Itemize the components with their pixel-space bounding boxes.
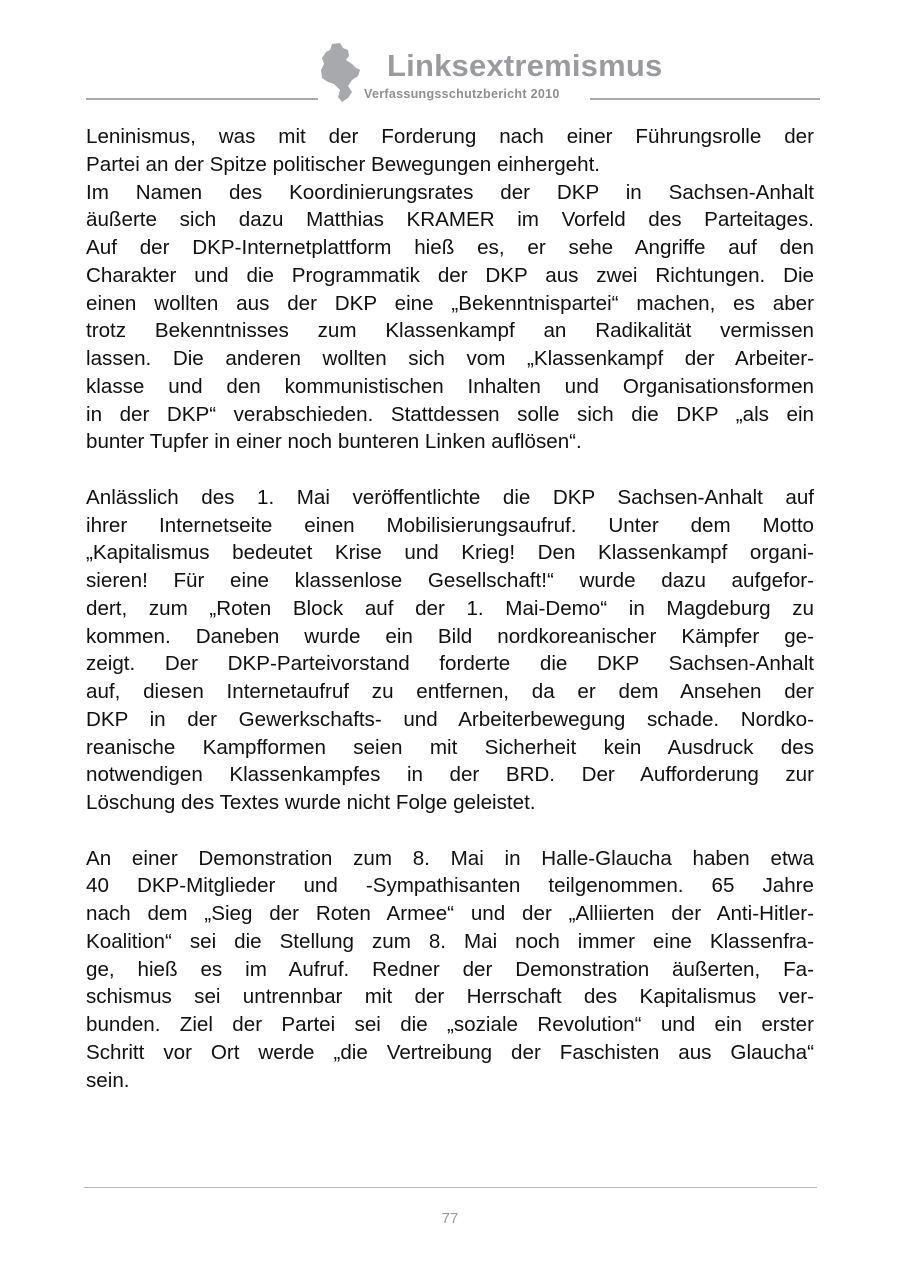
- text-line: sieren! Für eine klassenlose Gesellschaft!“ wurde dazu aufgefor-: [86, 569, 814, 592]
- text-line: einen wollten aus der DKP eine „Bekenntnispartei“ machen, es aber: [86, 291, 814, 315]
- text-line: „Kapitalismus bedeutet Krise und Krieg! Den Klassenkampf organi-: [86, 541, 814, 565]
- text-line: Anlässlich des 1. Mai veröffentlichte die DKP Sachsen-Anhalt auf: [86, 485, 814, 509]
- text-line: An einer Demonstration zum 8. Mai in Halle-Glaucha haben etwa: [86, 846, 814, 870]
- paragraph: [86, 484, 814, 817]
- text-line: äußerte sich dazu Matthias KRAMER im Vorfeld des Parteitages.: [86, 208, 814, 232]
- text-line: auf, diesen Internetaufruf zu entfernen, da er dem Ansehen der: [86, 680, 814, 703]
- text-line: trotz Bekenntnisses zum Klassenkampf an Radikalität vermissen: [86, 319, 814, 343]
- text-line: Koalition“ sei die Stellung zum 8. Mai noch immer eine Klassenfra-: [86, 929, 814, 953]
- text-line: schismus sei untrennbar mit der Herrschaft des Kapitalismus ver-: [86, 985, 814, 1009]
- body-text: [86, 123, 814, 1122]
- text-line: Partei an der Spitze politischer Bewegungen einhergeht.: [86, 152, 601, 176]
- text-line: Schritt vor Ort werde „die Vertreibung der Faschisten aus Glaucha“: [86, 1040, 814, 1064]
- header-rule-left: [86, 98, 318, 100]
- header-title: Linksextremismus: [387, 48, 663, 83]
- text-line: bunter Tupfer in einer noch bunteren Linken auflösen“.: [86, 430, 582, 454]
- header-rule-right: [590, 98, 820, 100]
- text-line: Im Namen des Koordinierungsrates der DKP in Sachsen-Anhalt: [86, 180, 814, 204]
- text-line: in der DKP“ verabschieden. Stattdessen solle sich die DKP „als ein: [86, 402, 814, 426]
- text-line: sein.: [86, 1068, 130, 1092]
- text-line: notwendigen Klassenkampfes in der BRD. Der Aufforderung zur: [86, 763, 814, 787]
- text-line: ihrer Internetseite einen Mobilisierungsaufruf. Unter dem Motto: [86, 513, 814, 537]
- text-line: zeigt. Der DKP-Parteivorstand forderte die DKP Sachsen-Anhalt: [86, 652, 814, 676]
- page-number: 77: [441, 1210, 459, 1227]
- text-line: klasse und den kommunistischen Inhalten und Organisationsformen: [86, 374, 814, 398]
- text-line: Leninismus, was mit der Forderung nach einer Führungsrolle der: [86, 125, 814, 148]
- text-line: 40 DKP-Mitglieder und -Sympathisanten teilgenommen. 65 Jahre: [86, 874, 814, 898]
- text-line: nach dem „Sieg der Roten Armee“ und der „Alliierten der Anti-Hitler-: [86, 902, 814, 925]
- footer-rule: [84, 1187, 817, 1188]
- text-line: reanische Kampfformen seien mit Sicherheit kein Ausdruck des: [86, 735, 814, 759]
- text-line: Auf der DKP-Internetplattform hieß es, er sehe Angriffe auf den: [86, 236, 814, 259]
- paragraph: [86, 845, 814, 1095]
- text-line: Charakter und die Programmatik der DKP aus zwei Richtungen. Die: [86, 263, 814, 287]
- text-line: DKP in der Gewerkschafts- und Arbeiterbewegung schade. Nordko-: [86, 707, 814, 731]
- text-line: bunden. Ziel der Partei sei die „soziale Revolution“ und ein erster: [86, 1013, 814, 1036]
- text-line: kommen. Daneben wurde ein Bild nordkoreanischer Kämpfer ge-: [86, 624, 814, 648]
- header-subtitle: Verfassungsschutzbericht 2010: [364, 87, 560, 101]
- text-line: Löschung des Textes wurde nicht Folge geleistet.: [86, 791, 536, 814]
- text-line: ge, hieß es im Aufruf. Redner der Demonstration äußerten, Fa-: [86, 957, 814, 981]
- text-line: lassen. Die anderen wollten sich vom „Klassenkampf der Arbeiter-: [86, 347, 814, 370]
- text-line: dert, zum „Roten Block auf der 1. Mai-Demo“ in Magdeburg zu: [86, 596, 814, 620]
- paragraph: [86, 123, 814, 456]
